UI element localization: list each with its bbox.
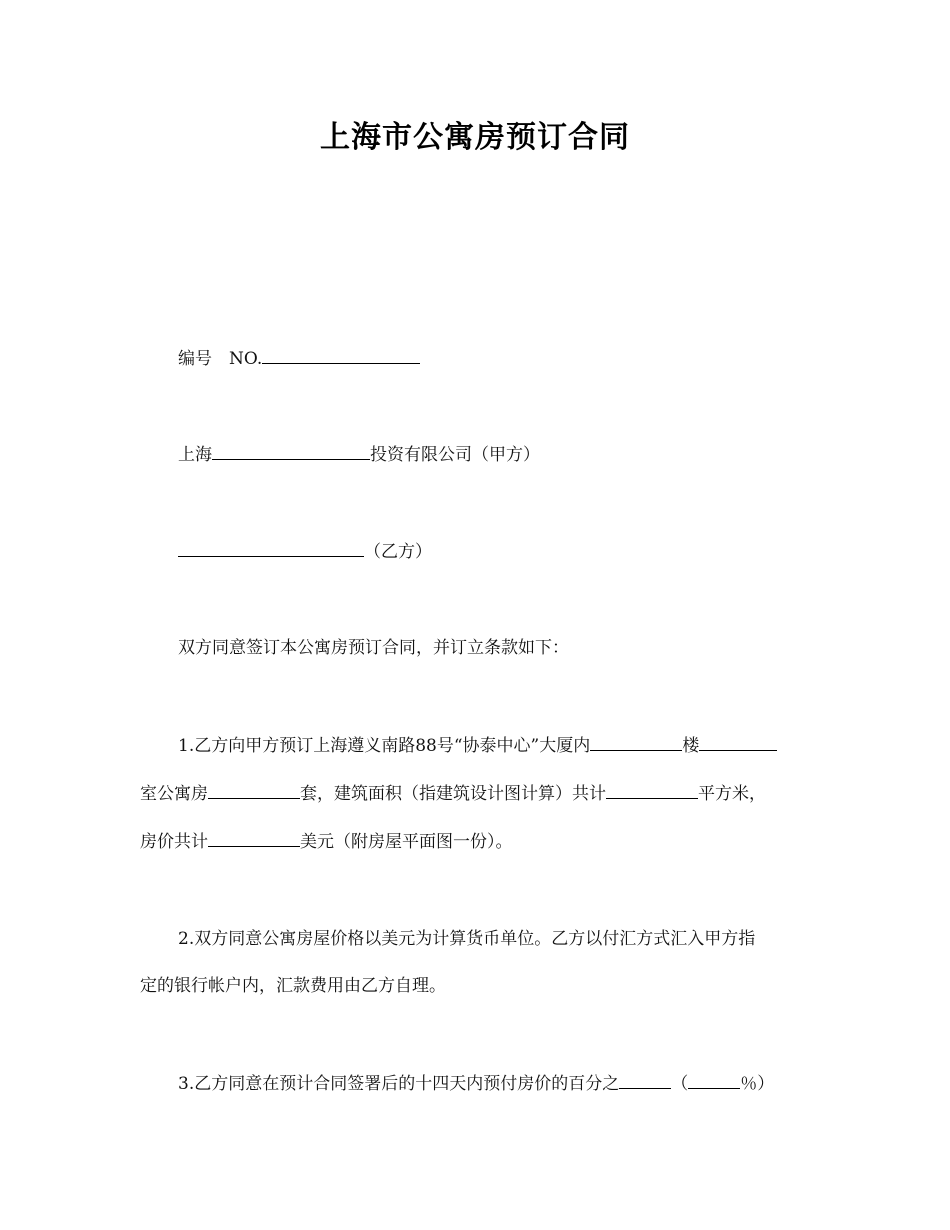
clause1-text-f: 房价共计 <box>140 832 208 852</box>
clause1-text-g: 美元（附房屋平面图一份）。 <box>300 832 513 852</box>
clause1-text-d: 套，建筑面积（指建筑设计图计算）共计 <box>300 784 606 804</box>
contract-number-line <box>178 346 420 371</box>
clause1-text-c: 室公寓房 <box>140 784 208 804</box>
contract-number-blank <box>262 346 420 364</box>
clause2-line2: 定的银行帐户内，汇款费用由乙方自理。 <box>140 976 446 996</box>
clause1-floor-blank <box>699 733 777 751</box>
party-a-line <box>178 442 540 467</box>
party-a-name-blank <box>212 442 370 460</box>
clause1-line1 <box>178 733 777 758</box>
clause1-building-blank <box>590 733 682 751</box>
party-a-prefix: 上海 <box>178 445 212 465</box>
clause3-percent-words-blank <box>619 1071 671 1089</box>
clause3-line1 <box>178 1071 774 1096</box>
document-title: 上海市公寓房预订合同 <box>320 120 630 155</box>
party-b-name-blank <box>178 539 364 557</box>
party-b-line <box>178 539 432 564</box>
party-a-suffix: 投资有限公司（甲方） <box>370 445 540 465</box>
clause1-price-blank <box>208 829 300 847</box>
clause1-line2 <box>140 781 766 806</box>
clause1-text-a: 1.乙方向甲方预订上海遵义南路88号“协泰中心”大厦内 <box>178 736 591 756</box>
party-b-suffix: （乙方） <box>364 542 432 562</box>
clause1-area-blank <box>606 781 698 799</box>
intro-text: 双方同意签订本公寓房预订合同，并订立条款如下： <box>178 638 569 658</box>
clause2-line1: 2.双方同意公寓房屋价格以美元为计算货币单位。乙方以付汇方式汇入甲方指 <box>178 929 756 949</box>
clause3-percent-number-blank <box>688 1071 740 1089</box>
contract-number-label: 编号 NO. <box>178 349 263 369</box>
clause1-line3 <box>140 829 513 854</box>
clause1-text-b: 楼 <box>682 736 700 756</box>
clause3-text-c: ％） <box>740 1074 775 1094</box>
clause1-unit-count-blank <box>208 781 300 799</box>
clause3-text-a: 3.乙方同意在预计合同签署后的十四天内预付房价的百分之 <box>178 1074 620 1094</box>
clause3-text-b: （ <box>671 1074 689 1094</box>
clause1-text-e: 平方米， <box>698 784 766 804</box>
